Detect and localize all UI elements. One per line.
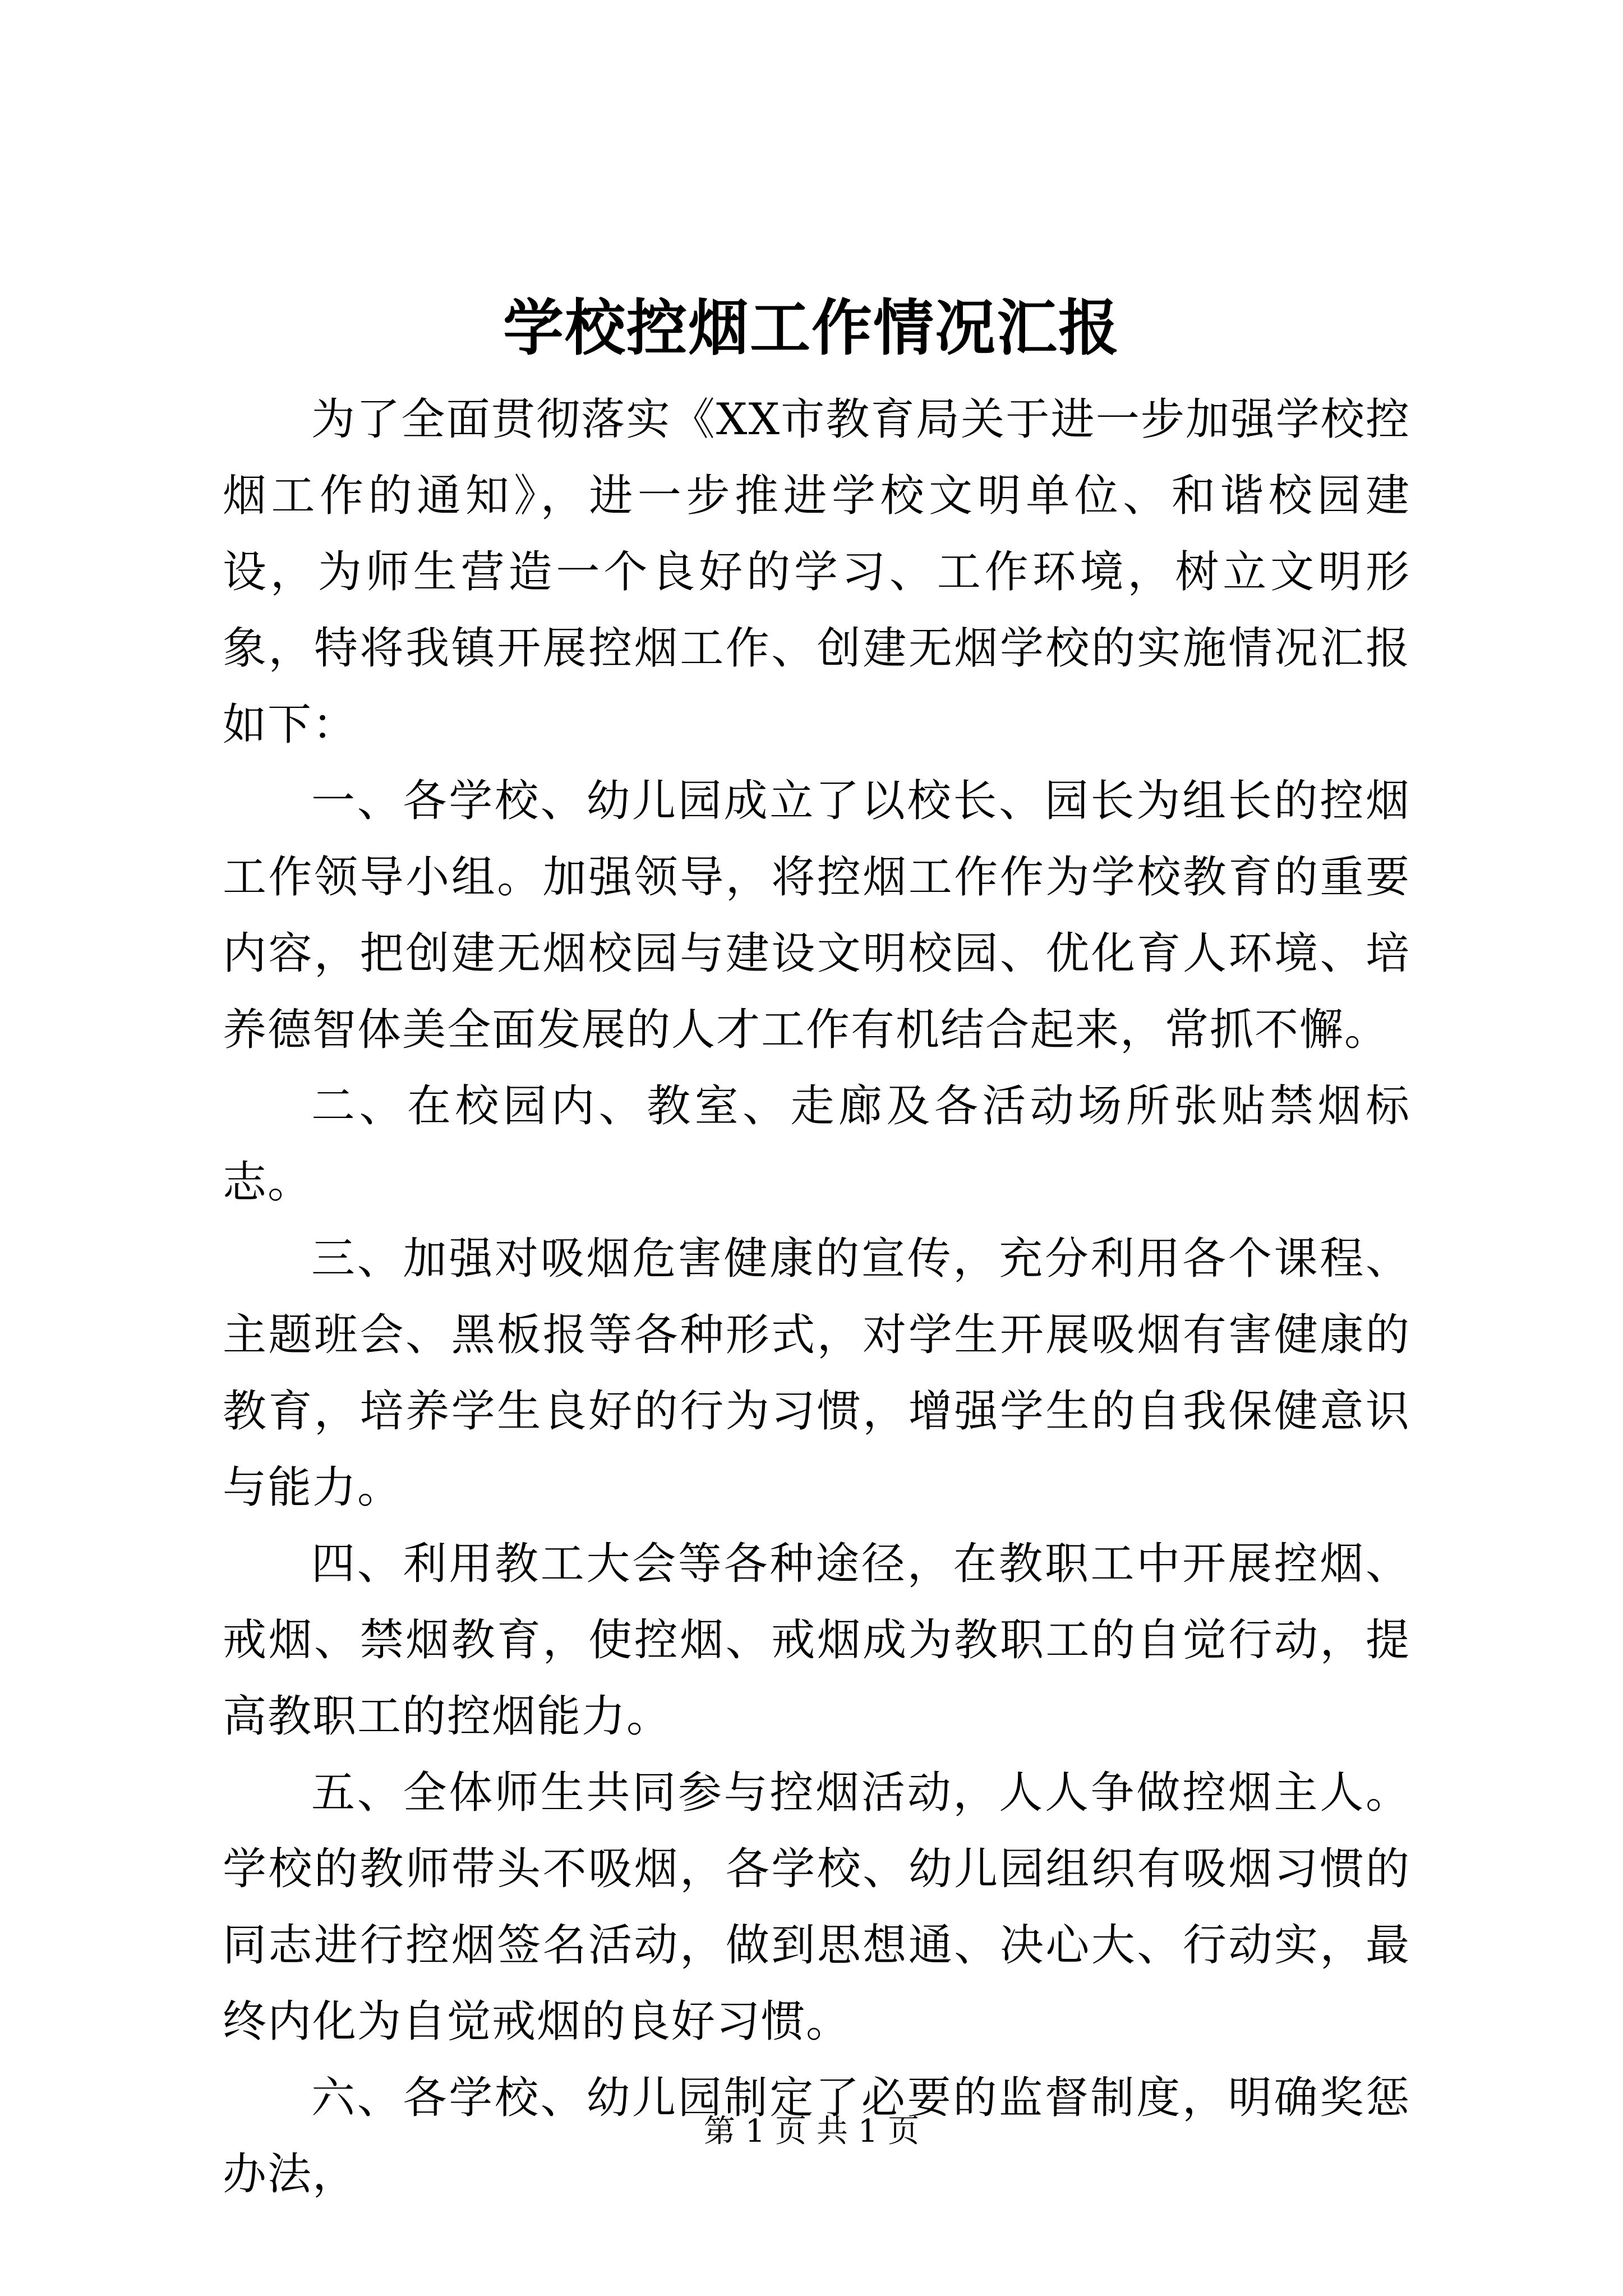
document-body [223,381,1410,2212]
paragraph-item-1: 一、各学校、幼儿园成立了以校长、园长为组长的控烟工作领导小组。加强领导，将控烟工作作为学校教育的重要内容，把创建无烟校园与建设文明校园、优化育人环境、培养德智体美全面发展的人才工作有机结合起来，常抓不懈。 [223,776,1410,1055]
paragraph-item-4: 四、利用教工大会等各种途径，在教职工中开展控烟、戒烟、禁烟教育，使控烟、戒烟成为教职工的自觉行动，提高教职工的控烟能力。 [223,1539,1410,1742]
page-number-footer: 第 1 页 共 1 页 [703,2113,920,2150]
paragraph-item-5: 五、全体师生共同参与控烟活动，人人争做控烟主人。学校的教师带头不吸烟，各学校、幼儿园组织有吸烟习惯的同志进行控烟签名活动，做到思想通、决心大、行动实，最终内化为自觉戒烟的良好习惯。 [223,1768,1410,2047]
paragraph-intro: 为了全面贯彻落实《XX市教育局关于进一步加强学校控烟工作的通知》，进一步推进学校文明单位、和谐校园建设，为师生营造一个良好的学习、工作环境，树立文明形象，特将我镇开展控烟工作、创建无烟学校的实施情况汇报如下： [223,394,1410,750]
paragraph-item-2: 二、在校园内、教室、走廊及各活动场所张贴禁烟标志。 [223,1081,1410,1208]
paragraph-item-3: 三、加强对吸烟危害健康的宣传，充分利用各个课程、主题班会、黑板报等各种形式，对学生开展吸烟有害健康的教育，培养学生良好的行为习惯，增强学生的自我保健意识与能力。 [223,1234,1410,1513]
paragraph-item-6: 六、各学校、幼儿园制定了必要的监督制度，明确奖惩办法， [223,2073,1410,2200]
document-title: 学校控烟工作情况汇报 [502,293,1120,364]
